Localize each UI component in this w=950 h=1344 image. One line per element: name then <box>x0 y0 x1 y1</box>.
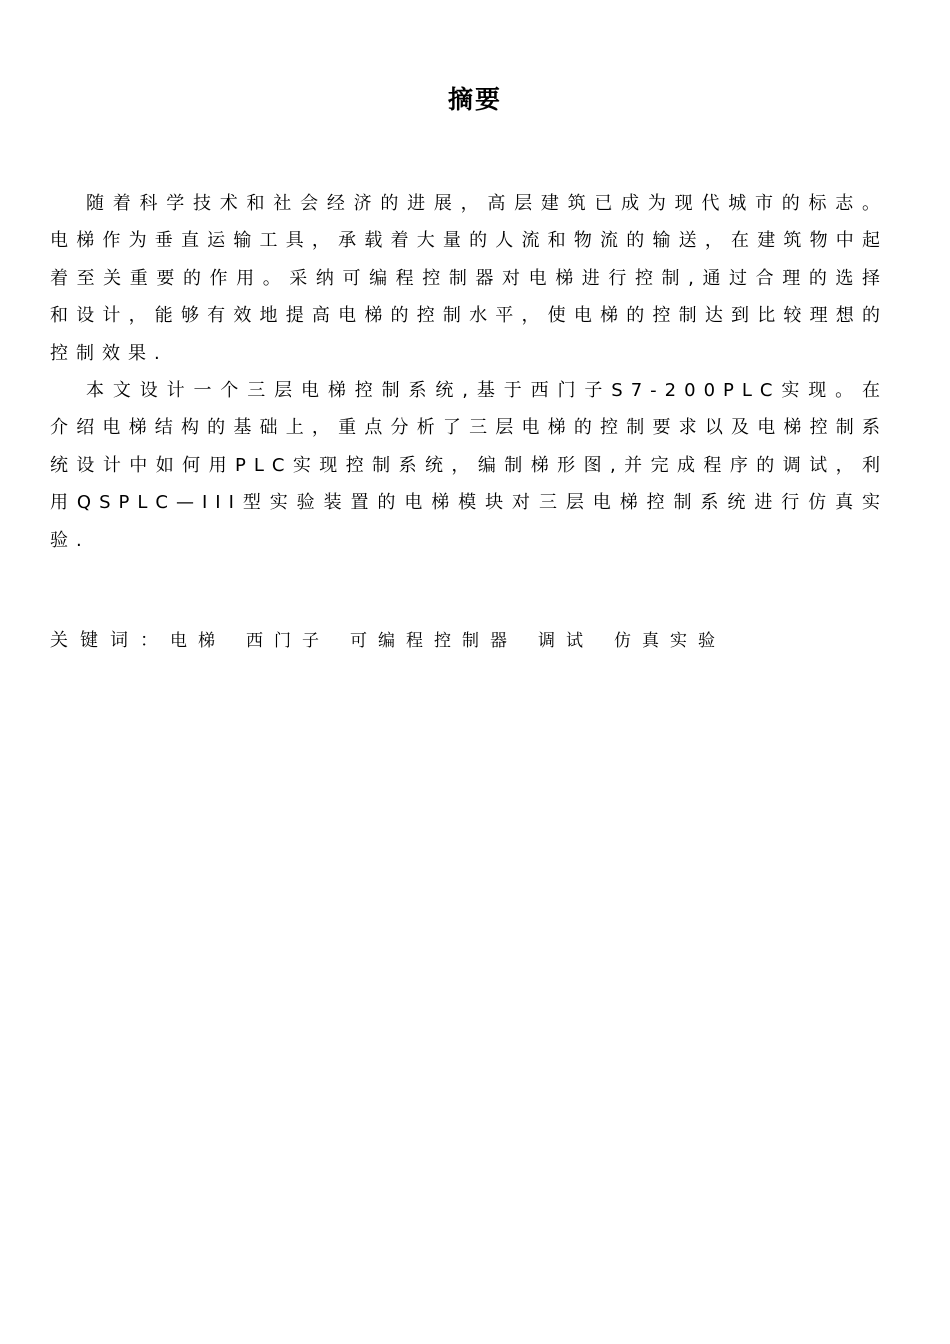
keyword-item: 仿真实验 <box>614 631 726 651</box>
abstract-paragraph-1: 随着科学技术和社会经济的进展，高层建筑已成为现代城市的标志。电梯作为垂直运输工具，承载着大量的人流和物流的输送，在建筑物中起着至关重要的作用。采纳可编程控制器对电梯进行控制,通过合理的选择和设计，能够有效地提高电梯的控制水平，使电梯的控制达到比较理想的控制效果. <box>50 193 888 364</box>
keywords-label: 关键词： <box>50 630 170 651</box>
abstract-paragraph-2: 本文设计一个三层电梯控制系统,基于西门子S7-200PLC实现。在介绍电梯结构的基础上，重点分析了三层电梯的控制要求以及电梯控制系统设计中如何用PLC实现控制系统，编制梯形图,并完成程序的调试，利用QSPLC—III型实验装置的电梯模块对三层电梯控制系统进行仿真实验. <box>50 380 888 551</box>
keyword-item: 电梯 <box>170 631 226 651</box>
keyword-item: 调试 <box>538 631 594 651</box>
page-title: 摘要 <box>447 85 502 114</box>
keyword-item: 可编程控制器 <box>350 631 518 651</box>
keywords-line <box>50 626 888 656</box>
keyword-item: 西门子 <box>246 631 330 651</box>
abstract-body <box>50 185 888 559</box>
